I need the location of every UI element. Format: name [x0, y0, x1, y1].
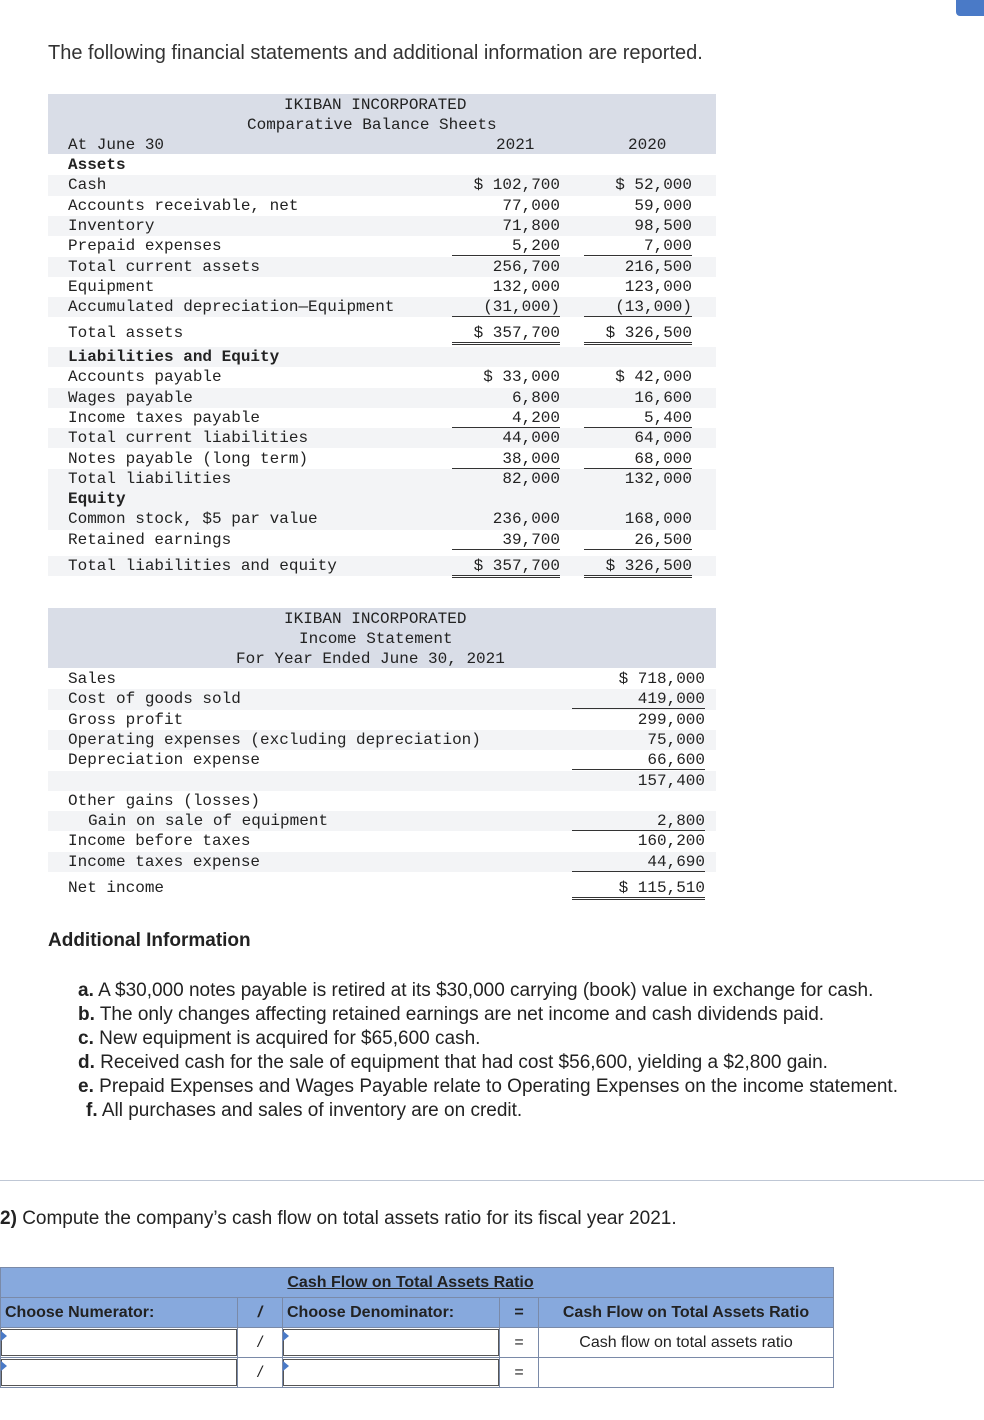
equals-header: =	[500, 1298, 539, 1328]
intro-text: The following financial statements and additional information are reported.	[48, 42, 703, 64]
equals-2: =	[500, 1358, 539, 1388]
dropdown-marker-icon	[1, 1331, 7, 1341]
income-row-label: Income taxes expense	[68, 852, 261, 871]
equity-row-2021: 39,700	[452, 531, 560, 550]
income-row-label: Sales	[68, 670, 117, 688]
additional-item-text: Received cash for the sale of equipment that had cost $56,600, yielding a $2,800 gain.	[100, 1052, 828, 1073]
liability-row-label: Total current liabilities	[68, 429, 309, 448]
asset-row-label: Accounts receivable, net	[68, 196, 299, 215]
liability-row-label: Total liabilities	[68, 469, 232, 488]
result-header: Cash Flow on Total Assets Ratio	[539, 1298, 834, 1328]
asset-row-label: Equipment	[68, 277, 155, 296]
asset-row-2020: 7,000	[584, 237, 692, 256]
denominator-select-1[interactable]	[283, 1328, 500, 1358]
additional-item-letter: a.	[78, 980, 94, 1001]
liability-row-2020: 16,600	[634, 388, 692, 407]
liability-row-2020: $ 42,000	[615, 368, 692, 387]
income-row-value: 75,000	[647, 730, 705, 749]
income-row-label: Net income	[68, 879, 165, 897]
additional-item-text: All purchases and sales of inventory are on credit.	[101, 1100, 523, 1121]
equity-row-2021: 236,000	[492, 510, 560, 529]
liability-row-2021: 38,000	[452, 450, 560, 469]
liability-row-2020: 132,000	[624, 469, 692, 488]
income-row-value: 160,200	[637, 832, 705, 851]
income-row-label: Depreciation expense	[68, 751, 261, 770]
income-row-label: Gain on sale of equipment	[88, 812, 329, 831]
liabilities-heading: Liabilities and Equity	[68, 348, 280, 366]
asset-row-2020: 123,000	[624, 277, 692, 296]
row-stripe	[48, 489, 716, 509]
asset-row-label: Inventory	[68, 216, 155, 235]
ratio-table	[0, 1267, 834, 1388]
dropdown-marker-icon	[283, 1331, 289, 1341]
numerator-select-2[interactable]	[1, 1358, 238, 1388]
additional-item	[86, 1100, 522, 1122]
asset-row-2020: $ 326,500	[584, 324, 692, 345]
equity-row-label: Total liabilities and equity	[68, 557, 337, 575]
balance-company: IKIBAN INCORPORATED	[284, 96, 467, 114]
dropdown-marker-icon	[1, 1361, 7, 1371]
liability-row-2020: 68,000	[584, 450, 692, 469]
numerator-input-2[interactable]	[1, 1359, 237, 1386]
liability-row-label: Income taxes payable	[68, 408, 261, 427]
balance-col-2020: 2020	[628, 136, 667, 154]
liability-row-2021: $ 33,000	[483, 368, 560, 387]
asset-row-2020: 98,500	[634, 216, 692, 235]
income-row-value: 419,000	[572, 690, 705, 709]
assets-heading: Assets	[68, 156, 126, 174]
asset-row-2021: 5,200	[452, 237, 560, 256]
income-title: Income Statement	[299, 630, 453, 648]
liability-row-2020: 5,400	[584, 409, 692, 428]
denominator-header: Choose Denominator:	[283, 1298, 500, 1328]
result-cell-2	[539, 1358, 834, 1388]
asset-row-2020: 59,000	[634, 196, 692, 215]
income-period: For Year Ended June 30, 2021	[236, 650, 505, 668]
numerator-input-1[interactable]	[1, 1329, 237, 1356]
asset-row-2021: 77,000	[502, 196, 560, 215]
top-right-tab[interactable]	[956, 0, 984, 16]
additional-item	[78, 1004, 824, 1026]
liability-row-label: Notes payable (long term)	[68, 449, 309, 468]
income-row-value: 44,690	[572, 853, 705, 872]
equity-row-2020: 26,500	[584, 531, 692, 550]
additional-item-text: A $30,000 notes payable is retired at its $30,000 carrying (book) value in exchange for cash.	[98, 980, 874, 1001]
equity-row-label: Retained earnings	[68, 530, 232, 549]
denominator-select-2[interactable]	[283, 1358, 500, 1388]
slash-header: /	[238, 1298, 283, 1328]
additional-item	[78, 1052, 828, 1074]
liability-row-2021: 4,200	[452, 409, 560, 428]
additional-item-text: New equipment is acquired for $65,600 cash.	[99, 1028, 481, 1049]
result-label-1: Cash flow on total assets ratio	[539, 1328, 834, 1358]
equals-1: =	[500, 1328, 539, 1358]
denominator-input-2[interactable]	[283, 1359, 499, 1386]
liability-row-label: Accounts payable	[68, 368, 222, 387]
liability-row-2020: 64,000	[634, 429, 692, 448]
income-row-label: Operating expenses (excluding depreciation)	[68, 730, 481, 749]
asset-row-2021: 132,000	[492, 277, 560, 296]
additional-item-letter: d.	[78, 1052, 95, 1073]
income-row-value: 157,400	[637, 771, 705, 790]
additional-title: Additional Information	[48, 930, 251, 951]
additional-item-letter: e.	[78, 1076, 94, 1097]
equity-row-2020: 168,000	[624, 510, 692, 529]
income-row-value: 66,600	[572, 751, 705, 770]
equity-row-label: Common stock, $5 par value	[68, 510, 318, 529]
additional-item-letter: c.	[78, 1028, 94, 1049]
question-number: 2)	[0, 1208, 17, 1229]
balance-col-2021: 2021	[496, 136, 535, 154]
income-row-value: 299,000	[637, 710, 705, 729]
asset-row-2020: $ 52,000	[615, 176, 692, 195]
asset-row-label: Cash	[68, 176, 107, 195]
liability-row-2021: 82,000	[502, 469, 560, 488]
asset-row-label: Total current assets	[68, 257, 261, 276]
asset-row-2020: (13,000)	[584, 298, 692, 317]
additional-item-text: The only changes affecting retained earnings are net income and cash dividends paid.	[99, 1004, 825, 1025]
asset-row-2021: $ 102,700	[473, 176, 560, 195]
asset-row-label: Total assets	[68, 324, 184, 343]
asset-row-2021: 256,700	[492, 257, 560, 276]
income-row-label: Cost of goods sold	[68, 690, 241, 709]
income-row-value: 2,800	[572, 812, 705, 831]
asset-row-2021: $ 357,700	[452, 324, 560, 345]
income-row-label: Other gains (losses)	[68, 791, 261, 810]
liability-row-2021: 6,800	[511, 388, 560, 407]
income-row-value: $ 718,000	[618, 670, 705, 688]
asset-row-2021: (31,000)	[452, 298, 560, 317]
numerator-select-1[interactable]	[1, 1328, 238, 1358]
numerator-header: Choose Numerator:	[1, 1298, 238, 1328]
section-divider	[0, 1180, 984, 1181]
liability-row-label: Wages payable	[68, 388, 193, 407]
additional-item	[78, 1028, 480, 1050]
slash-2: /	[238, 1358, 283, 1388]
asset-row-label: Accumulated depreciation—Equipment	[68, 298, 395, 317]
dropdown-marker-icon	[283, 1361, 289, 1371]
balance-title: Comparative Balance Sheets	[247, 116, 497, 134]
denominator-input-1[interactable]	[283, 1329, 499, 1356]
ratio-title: Cash Flow on Total Assets Ratio	[283, 1268, 539, 1298]
equity-row-2021: $ 357,700	[452, 557, 560, 578]
income-row-value: $ 115,510	[572, 879, 705, 900]
question	[0, 1208, 677, 1230]
additional-item-letter: b.	[78, 1004, 95, 1025]
additional-item-letter: f.	[86, 1100, 98, 1121]
asset-row-label: Prepaid expenses	[68, 237, 222, 256]
liability-row-2021: 44,000	[502, 429, 560, 448]
additional-item	[78, 980, 873, 1002]
additional-item	[78, 1076, 898, 1098]
asset-row-2021: 71,800	[502, 216, 560, 235]
asset-row-2020: 216,500	[624, 257, 692, 276]
income-company: IKIBAN INCORPORATED	[284, 610, 467, 628]
question-text: Compute the company’s cash flow on total assets ratio for its fiscal year 2021.	[22, 1208, 677, 1229]
balance-at-label: At June 30	[68, 136, 165, 154]
additional-item-text: Prepaid Expenses and Wages Payable relate to Operating Expenses on the income statement.	[99, 1076, 898, 1097]
income-row-label: Income before taxes	[68, 832, 251, 851]
slash-1: /	[238, 1328, 283, 1358]
equity-row-2020: $ 326,500	[584, 557, 692, 578]
equity-heading: Equity	[68, 490, 126, 509]
income-row-label: Gross profit	[68, 710, 184, 729]
